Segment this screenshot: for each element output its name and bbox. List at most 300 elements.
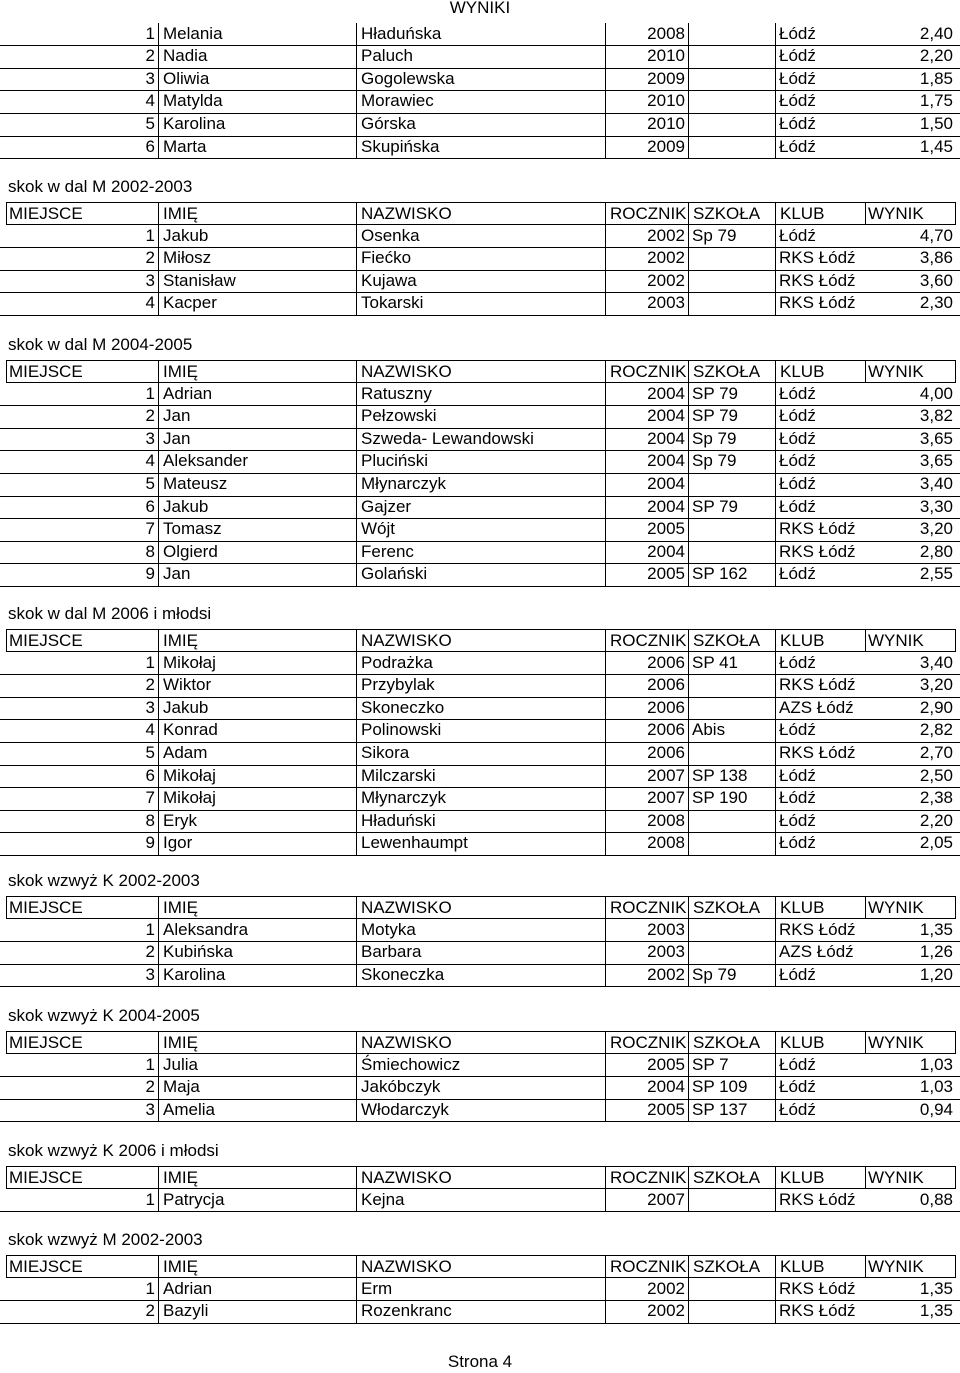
cell-last-name: Młynarczyk — [356, 473, 605, 496]
cell-first-name: Aleksander — [158, 450, 356, 473]
cell-place: 5 — [145, 474, 155, 493]
header-school: SZKOŁA — [688, 360, 775, 383]
table-header — [0, 1166, 960, 1189]
cell-school — [688, 832, 775, 855]
cell-club: RKS Łódź — [775, 1278, 865, 1301]
header-result: WYNIK — [865, 1255, 956, 1278]
header-first-name: IMIĘ — [158, 896, 356, 919]
section-title: skok w dal M 2006 i młodsi — [8, 604, 212, 623]
cell-first-name: Jan — [158, 563, 356, 586]
cell-first-name: Jakub — [158, 496, 356, 519]
cell-result: 3,30 — [919, 496, 953, 516]
cell-year: 2006 — [605, 652, 688, 675]
cell-school: SP 79 — [688, 405, 775, 428]
cell-year: 2003 — [605, 941, 688, 964]
cell-club: Łódź — [775, 90, 865, 113]
section-title: skok w dal M 2004-2005 — [8, 335, 193, 354]
cell-year: 2004 — [605, 450, 688, 473]
cell-year: 2003 — [605, 919, 688, 942]
header-place: MIEJSCE — [6, 360, 158, 383]
header-result: WYNIK — [865, 360, 956, 383]
cell-result: 4,00 — [919, 383, 953, 403]
cell-place: 3 — [145, 270, 155, 290]
cell-first-name: Aleksandra — [158, 919, 356, 942]
table-row — [0, 23, 960, 47]
cell-last-name: Milczarski — [356, 765, 605, 788]
cell-first-name: Stanisław — [158, 270, 356, 293]
cell-club: Łódź — [775, 225, 865, 248]
table-row — [0, 292, 960, 316]
cell-school: SP 79 — [688, 496, 775, 519]
cell-place: 7 — [145, 519, 155, 539]
cell-place: 3 — [145, 697, 155, 717]
table-row — [0, 68, 960, 92]
cell-year: 2002 — [605, 964, 688, 987]
cell-result: 2,80 — [919, 541, 953, 561]
cell-place: 8 — [145, 541, 155, 561]
cell-year: 2008 — [605, 832, 688, 855]
cell-school — [688, 1300, 775, 1323]
cell-school — [688, 541, 775, 564]
cell-year: 2003 — [605, 292, 688, 315]
cell-school — [688, 742, 775, 765]
cell-year: 2007 — [605, 787, 688, 810]
cell-first-name: Matylda — [158, 90, 356, 113]
cell-first-name: Jan — [158, 428, 356, 451]
cell-school: SP 79 — [688, 383, 775, 406]
cell-result: 2,50 — [919, 765, 953, 785]
header-club: KLUB — [775, 629, 865, 652]
cell-place: 4 — [145, 91, 155, 111]
header-first-name: IMIĘ — [158, 202, 356, 225]
cell-place: 6 — [145, 136, 155, 156]
cell-result: 1,35 — [919, 1278, 953, 1298]
table-row — [0, 405, 960, 429]
cell-first-name: Amelia — [158, 1099, 356, 1122]
cell-first-name: Wiktor — [158, 674, 356, 697]
table-header — [0, 202, 960, 225]
cell-school — [688, 247, 775, 270]
cell-last-name: Sikora — [356, 742, 605, 765]
cell-year: 2002 — [605, 1300, 688, 1323]
cell-year: 2008 — [605, 810, 688, 833]
header-school: SZKOŁA — [688, 1031, 775, 1054]
cell-first-name: Melania — [158, 23, 356, 46]
cell-year: 2005 — [605, 1054, 688, 1077]
cell-last-name: Podrażka — [356, 652, 605, 675]
table-row — [0, 518, 960, 542]
cell-result: 0,94 — [919, 1099, 953, 1119]
table-header — [0, 896, 960, 919]
cell-school — [688, 23, 775, 46]
cell-last-name: Lewenhaumpt — [356, 832, 605, 855]
cell-result: 1,35 — [919, 919, 953, 939]
header-year: ROCZNIK — [605, 629, 688, 652]
cell-place: 1 — [145, 1278, 155, 1298]
table-row — [0, 697, 960, 721]
cell-first-name: Tomasz — [158, 518, 356, 541]
cell-year: 2006 — [605, 742, 688, 765]
cell-year: 2005 — [605, 1099, 688, 1122]
header-first-name: IMIĘ — [158, 360, 356, 383]
cell-school — [688, 810, 775, 833]
cell-school: SP 7 — [688, 1054, 775, 1077]
cell-result: 1,20 — [919, 964, 953, 984]
cell-club: RKS Łódź — [775, 518, 865, 541]
table-row — [0, 652, 960, 676]
table-row — [0, 428, 960, 452]
cell-result: 2,38 — [919, 788, 953, 808]
cell-place: 2 — [145, 46, 155, 66]
cell-year: 2004 — [605, 496, 688, 519]
cell-club: RKS Łódź — [775, 674, 865, 697]
cell-place: 2 — [145, 248, 155, 268]
header-school: SZKOŁA — [688, 1166, 775, 1189]
cell-year: 2009 — [605, 68, 688, 91]
cell-first-name: Olgierd — [158, 541, 356, 564]
cell-year: 2005 — [605, 518, 688, 541]
cell-school — [688, 45, 775, 68]
cell-first-name: Mikołaj — [158, 652, 356, 675]
cell-result: 2,20 — [919, 46, 953, 66]
cell-place: 5 — [145, 114, 155, 133]
cell-club: Łódź — [775, 719, 865, 742]
page-title: WYNIKI — [449, 0, 511, 17]
header-result: WYNIK — [865, 202, 956, 225]
cell-result: 3,40 — [919, 652, 953, 672]
table-row — [0, 674, 960, 698]
cell-last-name: Młynarczyk — [356, 787, 605, 810]
cell-place: 4 — [145, 720, 155, 740]
cell-club: RKS Łódź — [775, 742, 865, 765]
header-first-name: IMIĘ — [158, 1255, 356, 1278]
cell-school — [688, 113, 775, 136]
header-place: MIEJSCE — [6, 629, 158, 652]
header-club: KLUB — [775, 1166, 865, 1189]
cell-club: Łódź — [775, 45, 865, 68]
header-place: MIEJSCE — [6, 1166, 158, 1189]
table-row — [0, 810, 960, 834]
cell-last-name: Gajzer — [356, 496, 605, 519]
cell-result: 1,03 — [919, 1077, 953, 1097]
cell-result: 1,50 — [919, 114, 953, 133]
cell-school: Abis — [688, 719, 775, 742]
table-header — [0, 1255, 960, 1278]
cell-result: 2,40 — [919, 23, 953, 43]
cell-club: RKS Łódź — [775, 541, 865, 564]
cell-year: 2010 — [605, 45, 688, 68]
cell-result: 3,65 — [919, 428, 953, 448]
cell-school — [688, 518, 775, 541]
cell-school — [688, 90, 775, 113]
cell-place: 3 — [145, 68, 155, 88]
cell-first-name: Mikołaj — [158, 787, 356, 810]
cell-place: 1 — [145, 225, 155, 245]
header-result: WYNIK — [865, 629, 956, 652]
cell-last-name: Fiećko — [356, 247, 605, 270]
cell-place: 1 — [145, 919, 155, 939]
cell-first-name: Patrycja — [158, 1189, 356, 1212]
table-row — [0, 247, 960, 271]
cell-first-name: Karolina — [158, 964, 356, 987]
cell-year: 2008 — [605, 23, 688, 46]
cell-club: Łódź — [775, 810, 865, 833]
header-place: MIEJSCE — [6, 1031, 158, 1054]
cell-year: 2004 — [605, 1076, 688, 1099]
cell-year: 2010 — [605, 113, 688, 136]
cell-last-name: Paluch — [356, 45, 605, 68]
cell-last-name: Pluciński — [356, 450, 605, 473]
cell-result: 3,20 — [919, 675, 953, 695]
cell-place: 2 — [145, 942, 155, 962]
header-first-name: IMIĘ — [158, 1031, 356, 1054]
cell-school: Sp 79 — [688, 428, 775, 451]
cell-year: 2007 — [605, 765, 688, 788]
cell-place: 5 — [145, 743, 155, 762]
table-row — [0, 765, 960, 789]
cell-club: Łódź — [775, 405, 865, 428]
cell-year: 2002 — [605, 1278, 688, 1301]
table-row — [0, 225, 960, 249]
cell-school — [688, 473, 775, 496]
cell-result: 2,20 — [919, 810, 953, 830]
cell-result: 2,05 — [919, 833, 953, 853]
cell-result: 2,90 — [919, 697, 953, 717]
cell-place: 1 — [145, 383, 155, 403]
table-header — [0, 360, 960, 383]
cell-school: Sp 79 — [688, 964, 775, 987]
cell-first-name: Maja — [158, 1076, 356, 1099]
cell-place: 1 — [145, 23, 155, 43]
cell-last-name: Tokarski — [356, 292, 605, 315]
table-row — [0, 1099, 960, 1123]
header-result: WYNIK — [865, 1031, 956, 1054]
cell-first-name: Kubińska — [158, 941, 356, 964]
cell-club: Łódź — [775, 1054, 865, 1077]
cell-place: 2 — [145, 675, 155, 695]
cell-result: 3,82 — [919, 406, 953, 426]
cell-result: 1,03 — [919, 1054, 953, 1074]
cell-first-name: Jan — [158, 405, 356, 428]
cell-school — [688, 919, 775, 942]
cell-last-name: Polinowski — [356, 719, 605, 742]
section-title: skok wzwyż K 2006 i młodsi — [8, 1141, 219, 1160]
cell-place: 1 — [145, 652, 155, 672]
page-footer: Strona 4 — [447, 1352, 513, 1371]
cell-place: 2 — [145, 1077, 155, 1097]
cell-last-name: Hładuńska — [356, 23, 605, 46]
cell-last-name: Morawiec — [356, 90, 605, 113]
cell-result: 2,55 — [919, 564, 953, 584]
header-last-name: NAZWISKO — [356, 896, 605, 919]
cell-first-name: Karolina — [158, 113, 356, 136]
cell-year: 2005 — [605, 563, 688, 586]
table-row — [0, 1189, 960, 1213]
header-result: WYNIK — [865, 896, 956, 919]
section-title: skok wzwyż M 2002-2003 — [8, 1230, 203, 1249]
table-row — [0, 136, 960, 160]
cell-year: 2007 — [605, 1189, 688, 1212]
cell-club: RKS Łódź — [775, 1300, 865, 1323]
cell-club: Łódź — [775, 136, 865, 159]
header-school: SZKOŁA — [688, 629, 775, 652]
cell-result: 1,35 — [919, 1301, 953, 1321]
cell-first-name: Adrian — [158, 1278, 356, 1301]
cell-result: 2,30 — [919, 293, 953, 313]
cell-last-name: Szweda- Lewandowski — [356, 428, 605, 451]
cell-club: AZS Łódź — [775, 941, 865, 964]
cell-school: SP 41 — [688, 652, 775, 675]
section-title: skok wzwyż K 2004-2005 — [8, 1006, 200, 1025]
table-row — [0, 1278, 960, 1302]
cell-place: 3 — [145, 964, 155, 984]
table-header — [0, 1031, 960, 1054]
header-first-name: IMIĘ — [158, 629, 356, 652]
table-row — [0, 1300, 960, 1324]
cell-club: AZS Łódź — [775, 697, 865, 720]
cell-club: Łódź — [775, 23, 865, 46]
cell-place: 9 — [145, 564, 155, 584]
cell-club: Łódź — [775, 652, 865, 675]
header-first-name: IMIĘ — [158, 1166, 356, 1189]
cell-place: 4 — [145, 451, 155, 471]
header-club: KLUB — [775, 896, 865, 919]
cell-school — [688, 941, 775, 964]
cell-first-name: Miłosz — [158, 247, 356, 270]
cell-last-name: Rozenkranc — [356, 1300, 605, 1323]
cell-school — [688, 292, 775, 315]
cell-school: SP 190 — [688, 787, 775, 810]
cell-last-name: Kujawa — [356, 270, 605, 293]
cell-place: 2 — [145, 406, 155, 426]
header-school: SZKOŁA — [688, 1255, 775, 1278]
header-last-name: NAZWISKO — [356, 202, 605, 225]
table-row — [0, 919, 960, 943]
table-row — [0, 563, 960, 587]
table-row — [0, 964, 960, 988]
cell-first-name: Bazyli — [158, 1300, 356, 1323]
cell-club: Łódź — [775, 787, 865, 810]
cell-place: 4 — [145, 293, 155, 313]
cell-result: 1,26 — [919, 942, 953, 962]
table-row — [0, 270, 960, 294]
header-club: KLUB — [775, 1031, 865, 1054]
cell-place: 7 — [145, 788, 155, 808]
cell-result: 1,85 — [919, 68, 953, 88]
cell-result: 3,65 — [919, 451, 953, 471]
cell-last-name: Wójt — [356, 518, 605, 541]
cell-club: Łódź — [775, 68, 865, 91]
table-row — [0, 450, 960, 474]
header-place: MIEJSCE — [6, 896, 158, 919]
cell-last-name: Kejna — [356, 1189, 605, 1212]
header-school: SZKOŁA — [688, 896, 775, 919]
cell-last-name: Gogolewska — [356, 68, 605, 91]
cell-year: 2006 — [605, 697, 688, 720]
table-row — [0, 473, 960, 497]
cell-school: Sp 79 — [688, 225, 775, 248]
cell-first-name: Igor — [158, 832, 356, 855]
cell-school — [688, 674, 775, 697]
cell-first-name: Konrad — [158, 719, 356, 742]
header-last-name: NAZWISKO — [356, 1031, 605, 1054]
cell-year: 2006 — [605, 674, 688, 697]
cell-club: Łódź — [775, 450, 865, 473]
cell-place: 1 — [145, 1189, 155, 1209]
table-row — [0, 719, 960, 743]
cell-school — [688, 1278, 775, 1301]
header-place: MIEJSCE — [6, 1255, 158, 1278]
cell-last-name: Włodarczyk — [356, 1099, 605, 1122]
cell-place: 1 — [145, 1054, 155, 1074]
cell-club: Łódź — [775, 1099, 865, 1122]
cell-club: Łódź — [775, 765, 865, 788]
cell-year: 2010 — [605, 90, 688, 113]
table-row — [0, 383, 960, 407]
header-last-name: NAZWISKO — [356, 1255, 605, 1278]
header-year: ROCZNIK — [605, 360, 688, 383]
cell-place: 6 — [145, 496, 155, 516]
header-year: ROCZNIK — [605, 1031, 688, 1054]
cell-last-name: Skupińska — [356, 136, 605, 159]
cell-club: RKS Łódź — [775, 270, 865, 293]
cell-school — [688, 136, 775, 159]
cell-school: SP 109 — [688, 1076, 775, 1099]
cell-first-name: Mikołaj — [158, 765, 356, 788]
cell-year: 2006 — [605, 719, 688, 742]
cell-club: RKS Łódź — [775, 1189, 865, 1212]
cell-year: 2002 — [605, 270, 688, 293]
cell-last-name: Erm — [356, 1278, 605, 1301]
cell-first-name: Julia — [158, 1054, 356, 1077]
cell-year: 2004 — [605, 405, 688, 428]
cell-school: SP 162 — [688, 563, 775, 586]
cell-club: Łódź — [775, 1076, 865, 1099]
cell-last-name: Ferenc — [356, 541, 605, 564]
cell-first-name: Mateusz — [158, 473, 356, 496]
section-title: skok w dal M 2002-2003 — [8, 177, 193, 196]
cell-first-name: Kacper — [158, 292, 356, 315]
cell-last-name: Jakóbczyk — [356, 1076, 605, 1099]
cell-school: Sp 79 — [688, 450, 775, 473]
cell-school — [688, 697, 775, 720]
cell-year: 2004 — [605, 473, 688, 496]
cell-school — [688, 270, 775, 293]
cell-place: 8 — [145, 810, 155, 830]
table-row — [0, 45, 960, 69]
cell-last-name: Przybylak — [356, 674, 605, 697]
cell-last-name: Barbara — [356, 941, 605, 964]
cell-last-name: Ratuszny — [356, 383, 605, 406]
cell-place: 6 — [145, 765, 155, 785]
cell-last-name: Motyka — [356, 919, 605, 942]
cell-first-name: Marta — [158, 136, 356, 159]
cell-club: RKS Łódź — [775, 919, 865, 942]
cell-first-name: Eryk — [158, 810, 356, 833]
cell-place: 3 — [145, 1099, 155, 1119]
table-header — [0, 629, 960, 652]
table-row — [0, 941, 960, 965]
cell-result: 4,70 — [919, 225, 953, 245]
cell-last-name: Skoneczka — [356, 964, 605, 987]
cell-last-name: Skoneczko — [356, 697, 605, 720]
header-club: KLUB — [775, 1255, 865, 1278]
cell-school: SP 137 — [688, 1099, 775, 1122]
header-last-name: NAZWISKO — [356, 1166, 605, 1189]
header-year: ROCZNIK — [605, 896, 688, 919]
header-last-name: NAZWISKO — [356, 629, 605, 652]
cell-year: 2002 — [605, 247, 688, 270]
